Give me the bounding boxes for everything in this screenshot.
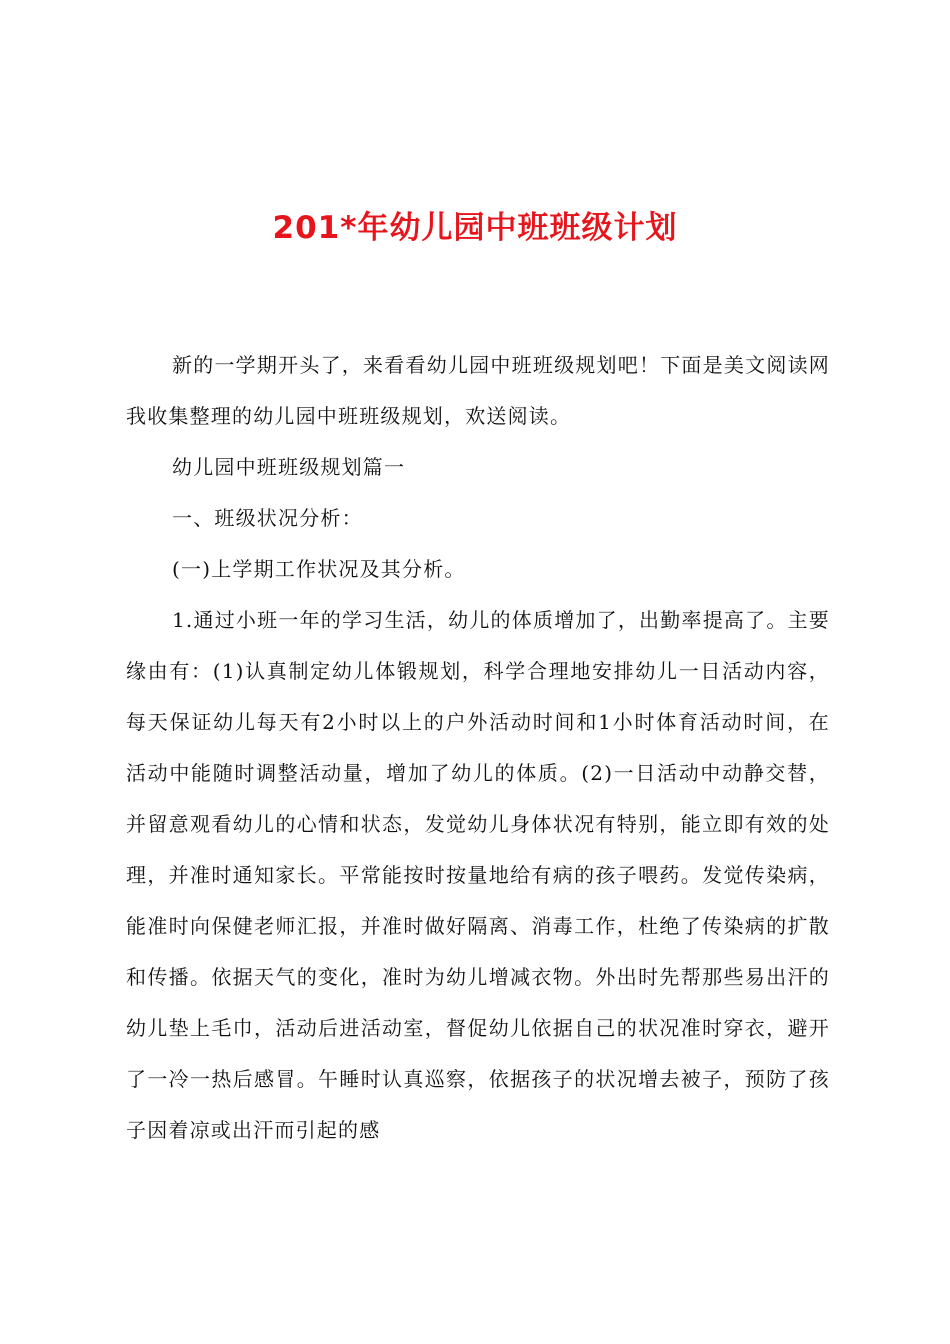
paragraph-intro: 新的一学期开头了，来看看幼儿园中班班级规划吧！下面是美文阅读网我收集整理的幼儿园中班班级规划，欢送阅读。 [126, 353, 830, 428]
document-body [126, 340, 830, 1156]
paragraph-subheading-1: (一)上学期工作状况及其分析。 [172, 557, 466, 581]
paragraph-section-heading: 幼儿园中班班级规划篇一 [172, 455, 406, 479]
paragraph-heading-1: 一、班级状况分析： [172, 506, 363, 530]
document-title: 201*年幼儿园中班班级计划 [272, 210, 678, 246]
paragraph-item-1: 1.通过小班一年的学习生活，幼儿的体质增加了，出勤率提高了。主要缘由有：(1)认真制定幼儿体锻规划，科学合理地安排幼儿一日活动内容，每天保证幼儿每天有2小时以上的户外活动时间和1小时体育活动时间，在活动中能随时调整活动量，增加了幼儿的体质。(2)一日活动中动静交替，并留意观看幼儿的心情和状态，发觉幼儿身体状况有特别，能立即有效的处理，并准时通知家长。平常能按时按量地给有病的孩子喂药。发觉传染病，能准时向保健老师汇报，并准时做好隔离、消毒工作，杜绝了传染病的扩散和传播。依据天气的变化，准时为幼儿增减衣物。外出时先帮那些易出汗的幼儿垫上毛巾，活动后进活动室，督促幼儿依据自己的状况准时穿衣，避开了一冷一热后感冒。午睡时认真巡察，依据孩子的状况增去被子，预防了孩子因着凉或出汗而引起的感 [126, 608, 830, 1142]
